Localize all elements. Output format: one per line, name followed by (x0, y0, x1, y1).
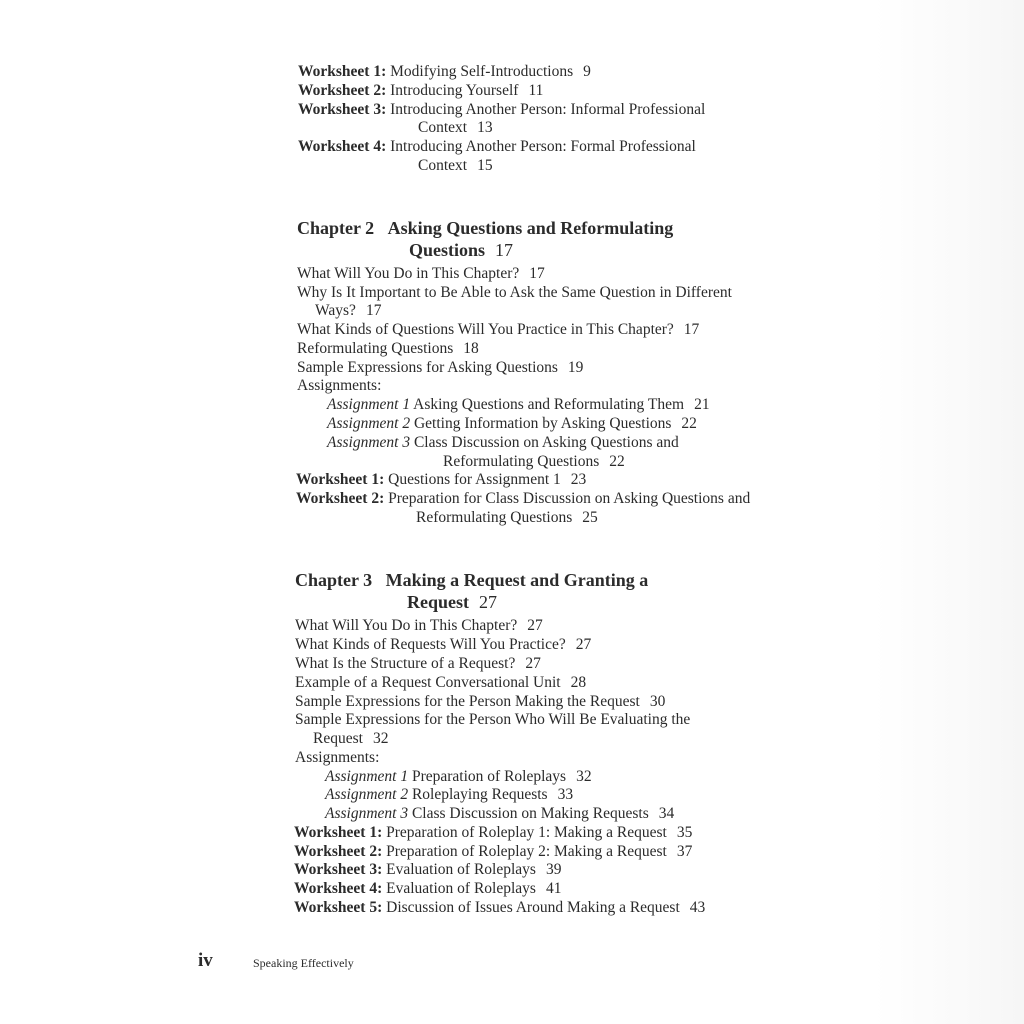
toc-entry-worksheet: Worksheet 2: Preparation for Class Discussion on Asking Questions and (296, 490, 751, 507)
toc-entry-assignment: Assignment 2 Getting Information by Asking Questions 22 (327, 415, 697, 432)
toc-entry: What Will You Do in This Chapter? 27 (295, 617, 543, 634)
page-number: iv (198, 950, 213, 971)
toc-entry: Sample Expressions for Asking Questions 19 (297, 359, 584, 376)
chapter-heading-continuation: Request 27 (407, 592, 497, 612)
toc-entry: Reformulating Questions 18 (297, 340, 479, 357)
toc-entry-worksheet: Worksheet 1: Questions for Assignment 1 23 (296, 471, 587, 488)
toc-entry: What Will You Do in This Chapter? 17 (297, 265, 545, 282)
running-footer-title: Speaking Effectively (253, 956, 354, 970)
toc-entry-continuation: Context 15 (418, 157, 493, 174)
chapter-heading: Chapter 3 Making a Request and Granting a (295, 570, 649, 590)
chapter-heading: Chapter 2 Asking Questions and Reformulating (297, 218, 674, 238)
toc-entry-continuation: Ways? 17 (315, 302, 382, 319)
toc-entry-worksheet: Worksheet 1: Preparation of Roleplay 1: Making a Request 35 (294, 824, 693, 841)
toc-entry: Sample Expressions for the Person Who Will Be Evaluating the (295, 711, 691, 728)
toc-entry-worksheet: Worksheet 4: Introducing Another Person: Formal Professional (298, 138, 696, 155)
toc-entry-worksheet: Worksheet 5: Discussion of Issues Around Making a Request 43 (294, 899, 706, 916)
toc-entry-continuation: Reformulating Questions 25 (416, 509, 598, 526)
toc-entry-assignment: Assignment 3 Class Discussion on Asking Questions and (327, 434, 679, 451)
toc-entry-continuation: Context 13 (418, 119, 493, 136)
toc-entry-assignment: Assignment 2 Roleplaying Requests 33 (325, 786, 574, 803)
toc-entry-worksheet: Worksheet 4: Evaluation of Roleplays 41 (294, 880, 562, 897)
toc-entry: Sample Expressions for the Person Making the Request 30 (295, 693, 666, 710)
toc-entry-worksheet: Worksheet 2: Introducing Yourself 11 (298, 82, 544, 99)
toc-entry: What Kinds of Requests Will You Practice? 27 (295, 636, 592, 653)
assignments-heading: Assignments: (295, 749, 380, 766)
toc-entry: What Kinds of Questions Will You Practice in This Chapter? 17 (297, 321, 700, 338)
toc-entry: Why Is It Important to Be Able to Ask the Same Question in Different (297, 284, 732, 301)
toc-entry: What Is the Structure of a Request? 27 (295, 655, 541, 672)
toc-entry-assignment: Assignment 1 Asking Questions and Reformulating Them 21 (327, 396, 710, 413)
toc-entry-worksheet: Worksheet 1: Modifying Self-Introductions 9 (298, 63, 591, 80)
toc-entry: Example of a Request Conversational Unit 28 (295, 674, 587, 691)
toc-entry-continuation: Request 32 (313, 730, 389, 747)
chapter-heading-continuation: Questions 17 (409, 240, 514, 260)
page-edge-shadow (874, 0, 1024, 1024)
toc-entry-assignment: Assignment 3 Class Discussion on Making Requests 34 (325, 805, 675, 822)
toc-entry-worksheet: Worksheet 3: Introducing Another Person: Informal Professional (298, 101, 706, 118)
toc-entry-worksheet: Worksheet 3: Evaluation of Roleplays 39 (294, 861, 562, 878)
toc-entry-assignment: Assignment 1 Preparation of Roleplays 32 (325, 768, 592, 785)
toc-entry-continuation: Reformulating Questions 22 (443, 453, 625, 470)
assignments-heading: Assignments: (297, 377, 382, 394)
toc-entry-worksheet: Worksheet 2: Preparation of Roleplay 2: Making a Request 37 (294, 843, 693, 860)
